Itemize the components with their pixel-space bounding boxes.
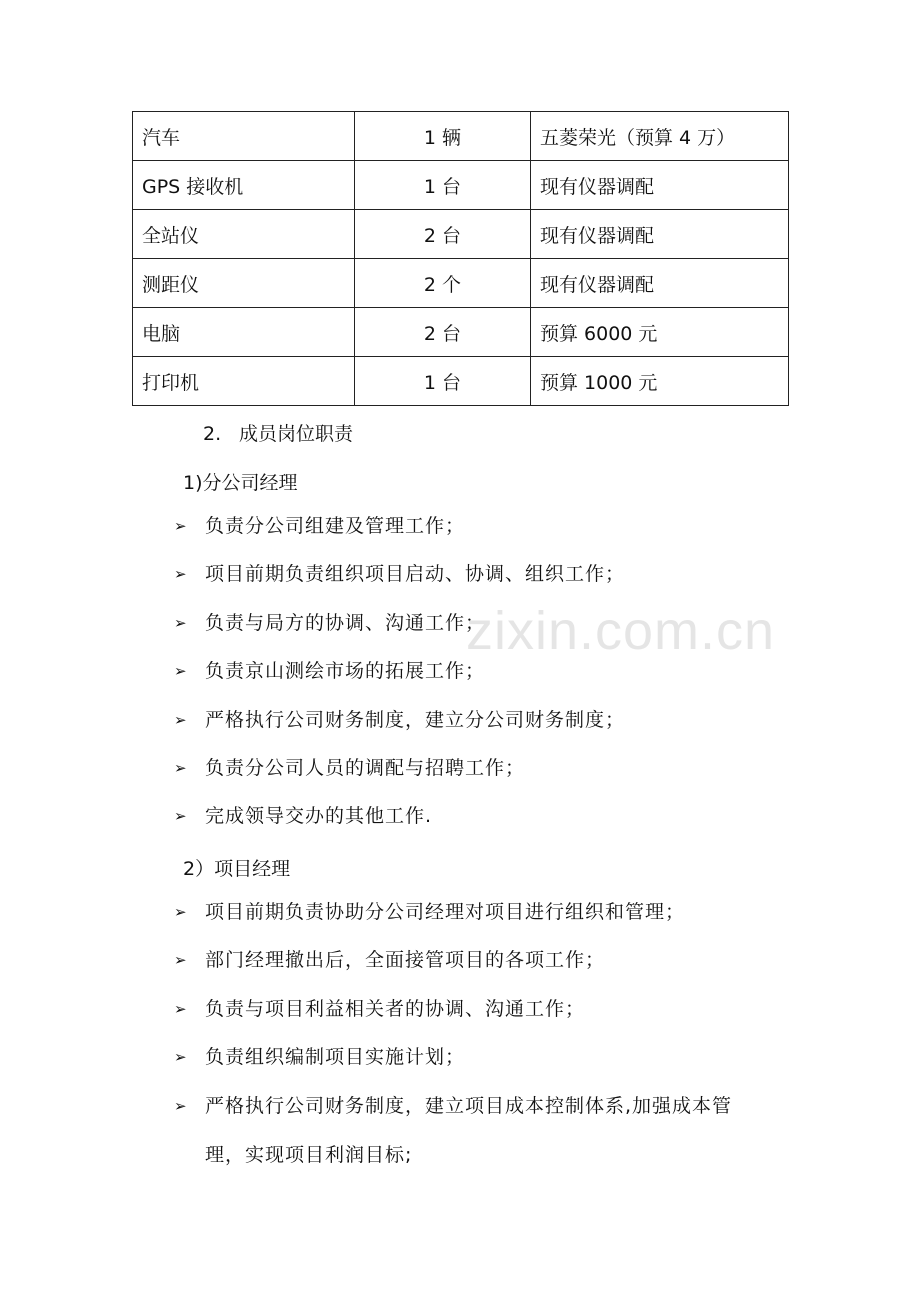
equipment-row bbox=[133, 357, 789, 406]
branch-manager-heading: 1)分公司经理 bbox=[183, 472, 298, 494]
equipment-name: 测距仪 bbox=[133, 259, 355, 308]
equipment-row bbox=[133, 112, 789, 161]
section-heading bbox=[203, 419, 353, 446]
duty-item bbox=[174, 1094, 733, 1166]
equipment-quantity: 2 台 bbox=[355, 210, 531, 259]
duty-item bbox=[174, 900, 685, 924]
equipment-row bbox=[133, 308, 789, 357]
duty-text: 项目前期负责协助分公司经理对项目进行组织和管理； bbox=[205, 901, 686, 923]
duty-item bbox=[174, 804, 432, 828]
arrow-bullet-icon: ➢ bbox=[174, 662, 187, 681]
equipment-table bbox=[132, 111, 789, 406]
equipment-source: 五菱荣光（预算 4 万） bbox=[531, 112, 789, 161]
duty-text-continuation: 理，实现项目利润目标; bbox=[205, 1143, 413, 1166]
arrow-bullet-icon: ➢ bbox=[174, 903, 187, 921]
equipment-name: 全站仪 bbox=[133, 210, 355, 259]
equipment-row bbox=[133, 210, 789, 259]
duty-item bbox=[174, 997, 585, 1021]
equipment-quantity: 2 台 bbox=[355, 308, 531, 357]
equipment-name: 打印机 bbox=[133, 357, 355, 406]
duty-text: 负责分公司人员的调配与招聘工作； bbox=[205, 757, 526, 779]
duty-text: 负责与局方的协调、沟通工作； bbox=[205, 611, 486, 634]
duty-item bbox=[174, 611, 485, 635]
arrow-bullet-icon: ➢ bbox=[174, 517, 187, 535]
section-title: 成员岗位职责 bbox=[239, 423, 354, 445]
equipment-source: 现有仪器调配 bbox=[531, 210, 789, 259]
duty-item bbox=[174, 562, 625, 586]
arrow-bullet-icon: ➢ bbox=[174, 1096, 187, 1115]
equipment-row bbox=[133, 161, 789, 210]
duty-item bbox=[174, 659, 485, 683]
duty-item bbox=[174, 514, 465, 538]
duty-text: 严格执行公司财务制度，建立项目成本控制体系,加强成本管 bbox=[205, 1094, 733, 1117]
section-number: 2. bbox=[203, 423, 222, 445]
arrow-bullet-icon: ➢ bbox=[174, 613, 187, 632]
duty-item bbox=[174, 756, 525, 780]
equipment-quantity: 1 辆 bbox=[355, 112, 531, 161]
equipment-source: 现有仪器调配 bbox=[531, 161, 789, 210]
duty-text: 负责与项目利益相关者的协调、沟通工作； bbox=[205, 997, 586, 1020]
duty-text: 项目前期负责组织项目启动、协调、组织工作； bbox=[205, 563, 626, 586]
equipment-source: 预算 6000 元 bbox=[531, 308, 789, 357]
equipment-name: 汽车 bbox=[133, 112, 355, 161]
arrow-bullet-icon: ➢ bbox=[174, 759, 187, 777]
duty-text: 严格执行公司财务制度，建立分公司财务制度； bbox=[205, 708, 626, 731]
duty-text: 负责京山测绘市场的拓展工作； bbox=[205, 660, 486, 683]
duty-item bbox=[174, 708, 625, 732]
arrow-bullet-icon: ➢ bbox=[174, 999, 187, 1018]
equipment-quantity: 2 个 bbox=[355, 259, 531, 308]
duty-text: 负责分公司组建及管理工作； bbox=[205, 515, 466, 537]
duty-text: 部门经理撤出后，全面接管项目的各项工作； bbox=[205, 949, 606, 972]
equipment-row bbox=[133, 259, 789, 308]
equipment-name: GPS 接收机 bbox=[133, 161, 355, 210]
equipment-source: 预算 1000 元 bbox=[531, 357, 789, 406]
arrow-bullet-icon: ➢ bbox=[174, 1048, 187, 1067]
arrow-bullet-icon: ➢ bbox=[174, 951, 187, 970]
equipment-quantity: 1 台 bbox=[355, 161, 531, 210]
equipment-table-body bbox=[133, 112, 789, 406]
duty-item bbox=[174, 1045, 465, 1069]
arrow-bullet-icon: ➢ bbox=[174, 565, 187, 584]
duty-item bbox=[174, 948, 605, 972]
equipment-name: 电脑 bbox=[133, 308, 355, 357]
arrow-bullet-icon: ➢ bbox=[174, 807, 187, 826]
watermark: zixin.com.cn bbox=[466, 601, 776, 661]
arrow-bullet-icon: ➢ bbox=[174, 710, 187, 729]
duty-text: 完成领导交办的其他工作. bbox=[205, 805, 433, 828]
equipment-source: 现有仪器调配 bbox=[531, 259, 789, 308]
equipment-quantity: 1 台 bbox=[355, 357, 531, 406]
project-manager-heading: 2）项目经理 bbox=[183, 858, 291, 880]
duty-text: 负责组织编制项目实施计划； bbox=[205, 1046, 466, 1069]
